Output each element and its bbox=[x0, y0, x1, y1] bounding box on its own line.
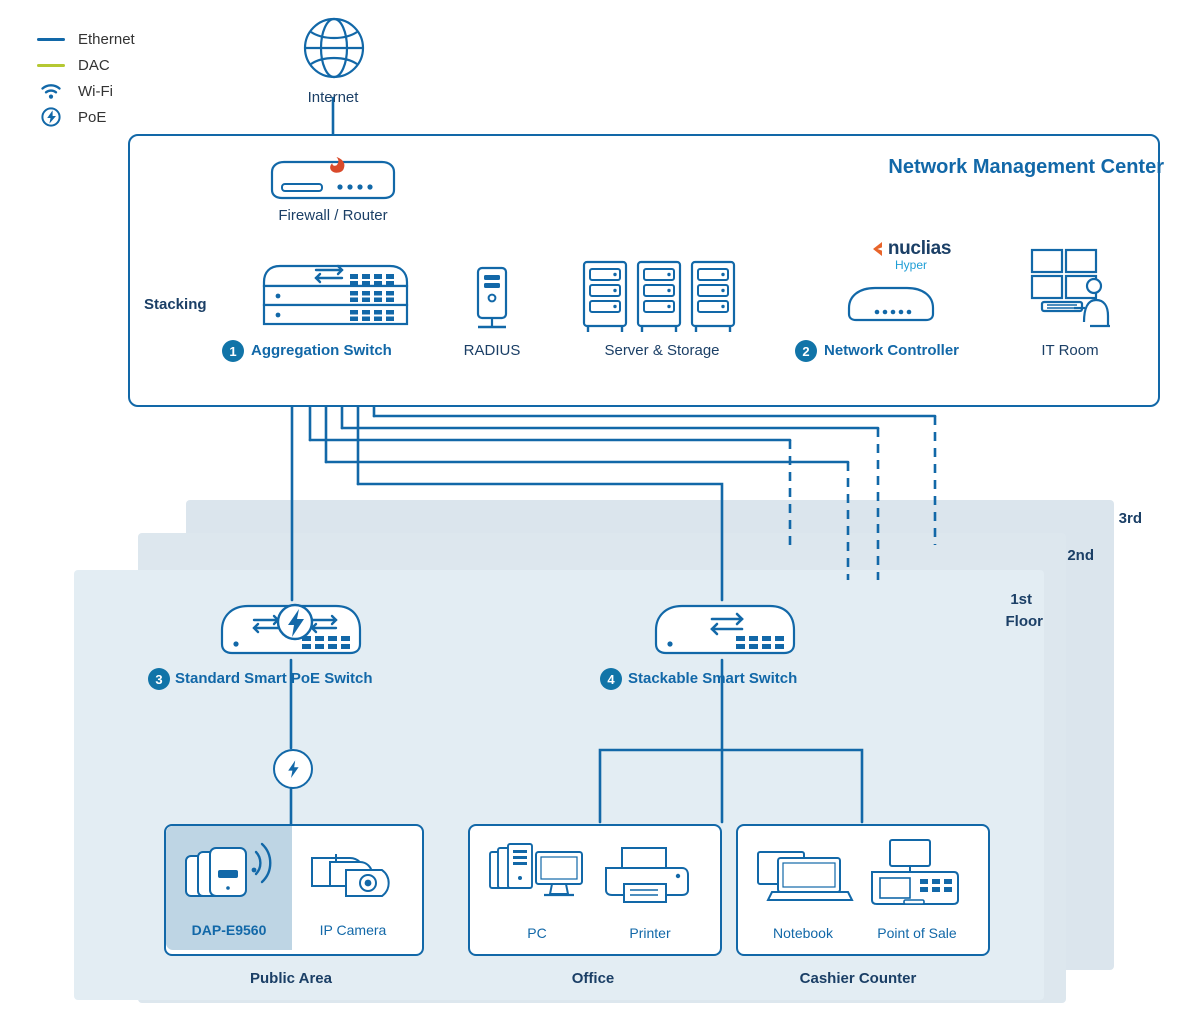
public-area-label: Public Area bbox=[250, 970, 332, 987]
radius-label: RADIUS bbox=[463, 342, 521, 359]
legend-item-poe bbox=[36, 104, 135, 130]
floor-1-label-line1: 1st bbox=[1010, 591, 1032, 608]
wifi-icon bbox=[36, 82, 66, 100]
badge-3: 3 bbox=[148, 668, 170, 690]
legend bbox=[36, 26, 135, 130]
globe-icon bbox=[302, 16, 366, 85]
poe-switch-label: Standard Smart PoE Switch bbox=[175, 670, 373, 687]
solid-line-icon bbox=[36, 64, 66, 67]
legend-label: Ethernet bbox=[78, 30, 135, 48]
poe-switch-icon bbox=[216, 596, 366, 663]
cashier-counter-label: Cashier Counter bbox=[799, 970, 917, 987]
legend-label: Wi-Fi bbox=[78, 82, 113, 100]
nuclias-logo bbox=[846, 238, 976, 272]
legend-item-wifi bbox=[36, 78, 135, 104]
pos-label: Point of Sale bbox=[877, 925, 957, 941]
it-room-icon bbox=[1028, 246, 1116, 335]
floor-1-label-line2: Floor bbox=[1005, 613, 1043, 630]
legend-item-dac bbox=[36, 52, 135, 78]
aggregation-switch-label: Aggregation Switch bbox=[251, 342, 392, 359]
floor-2-label: 2nd bbox=[1067, 547, 1094, 564]
dap-e9560-label: DAP-E9560 bbox=[191, 922, 267, 938]
pc-label: PC bbox=[527, 925, 547, 941]
server-storage-label: Server & Storage bbox=[604, 342, 720, 359]
switch-icon bbox=[258, 252, 413, 343]
poe-bolt-icon bbox=[36, 107, 66, 127]
legend-label: PoE bbox=[78, 108, 107, 126]
server-tower-icon bbox=[470, 266, 514, 337]
badge-1: 1 bbox=[222, 340, 244, 362]
pos-icon bbox=[866, 838, 962, 913]
stacking-label: Stacking bbox=[144, 296, 207, 313]
nuclias-mark-icon bbox=[871, 241, 884, 257]
smart-switch-label: Stackable Smart Switch bbox=[628, 670, 798, 687]
network-management-center-title: Network Management Center bbox=[888, 156, 1164, 178]
nuclias-wordmark: nuclias bbox=[887, 238, 952, 259]
poe-bolt-icon bbox=[273, 749, 313, 789]
nuclias-sub: Hyper bbox=[894, 258, 927, 272]
badge-2: 2 bbox=[795, 340, 817, 362]
server-rack-icon bbox=[580, 258, 740, 339]
switch-icon bbox=[650, 596, 800, 663]
ip-camera-icon bbox=[306, 844, 400, 907]
access-point-icon bbox=[182, 840, 282, 907]
desktop-pc-icon bbox=[486, 842, 590, 911]
legend-label: DAC bbox=[78, 56, 110, 74]
internet-label: Internet bbox=[307, 89, 359, 106]
controller-icon bbox=[845, 282, 937, 329]
solid-line-icon bbox=[36, 38, 66, 41]
floor-3-label: 3rd bbox=[1118, 510, 1142, 527]
badge-4: 4 bbox=[600, 668, 622, 690]
printer-icon bbox=[600, 844, 694, 911]
network-controller-label: Network Controller bbox=[824, 342, 960, 359]
notebook-label: Notebook bbox=[773, 925, 833, 941]
firewall-icon bbox=[264, 156, 402, 207]
printer-label: Printer bbox=[629, 925, 671, 941]
ip-camera-label: IP Camera bbox=[319, 922, 387, 938]
firewall-router-label: Firewall / Router bbox=[278, 207, 388, 224]
office-label: Office bbox=[571, 970, 615, 987]
notebook-icon bbox=[752, 846, 856, 911]
it-room-label: IT Room bbox=[1041, 342, 1099, 359]
legend-item-ethernet bbox=[36, 26, 135, 52]
